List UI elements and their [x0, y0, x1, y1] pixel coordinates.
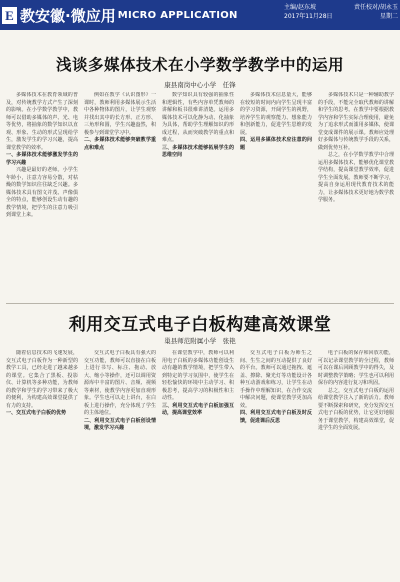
article2-column-4	[240, 350, 312, 578]
article1-paragraph: 总之，在小学数学教学中合理运用多媒体技术，能够优化课堂教学结构，提高课堂教学效率，促进学生全面发展。教师要不断学习，提高自身运用现代教育技术的能力，让多媒体技术更好地为数学教学服务。	[318, 152, 394, 203]
issue-weekday: 星期二	[379, 13, 398, 20]
article2-column-5	[318, 350, 394, 578]
article1-column-2	[84, 92, 156, 300]
article2-paragraph: 电子白板的保存和回放功能，可以记录课堂教学的全过程，教师可以在课后回顾教学中的得失，及时调整教学策略；学生也可以利用保存的内容进行复习和巩固。	[318, 350, 394, 386]
article2-column-1	[6, 350, 78, 578]
proofreader-label: 责任校对/胡永玉	[353, 4, 398, 11]
issue-date: 2017年11月28日	[284, 13, 333, 20]
article2-paragraph: 交互式电子白板为师生之间、生生之间的互动提供了良好的平台。教师可以通过拖拽、遮盖、擦除、聚光灯等功能设计各种互动游戏和练习，让学生在动手操作中理解知识，在合作交流中解决问题，使课堂教学更加高效。	[240, 350, 312, 409]
article2-subheading: 三、利用交互式电子白板加强互动，提高课堂效率	[162, 402, 234, 416]
header-meta	[284, 3, 398, 21]
article2-paragraph: 在课堂教学中，教师可以利用电子白板的多媒体功能创设生动有趣的教学情境，把学生带入到特定的学习氛围中，使学生在轻松愉快的环境中主动学习、积极思考，提高学习的积极性和主动性。	[162, 350, 234, 401]
article1-paragraph: 数学知识具有较强的抽象性和逻辑性，有些内容单凭教师的讲解和板书很难讲清楚。运用多媒体技术可以化静为动、化抽象为具体，帮助学生理解知识的形成过程，从而突破教学的重点和难点。	[162, 92, 234, 143]
article1-column-1	[6, 92, 78, 300]
article1-column-5	[318, 92, 394, 300]
article1-paragraph: 多媒体技术信息量大，能够在较短的时间内向学生呈现丰富的学习资源，开阔学生的视野，培养学生的观察能力、想象能力和创新能力，促进学生思维的发展。	[240, 92, 312, 136]
article1-paragraph: 例如在教学《认识图形》一课时，教师利用多媒体展示生活中各种物体的图片，让学生观察并找出其中的长方形、正方形、三角形和圆，学生兴趣盎然，积极参与到课堂学习中。	[84, 92, 156, 136]
article1-paragraph: 多媒体技术只是一种辅助教学的手段，不能完全取代教师的讲解和学生的思考。在教学中要根据教学内容和学生实际合理使用，避免为了追求形式而滥用多媒体，使课堂变成课件的展示课。教师应处理好多媒体与传统教学手段的关系，做到优势互补。	[318, 92, 394, 151]
article1-paragraph: 兴趣是最好的老师。小学生年龄小，注意力容易分散，对枯燥的数学知识往往缺乏兴趣。多媒体技术具有图文并茂、声像俱全的特点，能够创设生动有趣的教学情境，把学生的注意力吸引到课堂上来。	[6, 167, 78, 218]
article2-paragraph: 总之，交互式电子白板的运用给课堂教学注入了新的活力。教师要不断探索和研究，充分发挥交互式电子白板的优势，让它更好地服务于课堂教学，构建高效课堂，促进学生的全面发展。	[318, 387, 394, 431]
article2-subheading: 四、利用交互式电子白板及时反馈，促进课后反思	[240, 410, 312, 424]
article1-title: 浅谈多媒体技术在小学数学教学中的运用	[55, 56, 344, 74]
editor-label: 主编/赵东坡	[284, 4, 317, 11]
article2-subheading: 二、利用交互式电子白板创设情境，激发学习兴趣	[84, 417, 156, 431]
article2-column-3	[162, 350, 234, 578]
article1-subheading: 四、运用多媒体技术应注意的问题	[240, 137, 312, 151]
article1-column-3	[162, 92, 234, 300]
header-badge	[2, 3, 238, 27]
article1-paragraph: 多媒体技术在教育领域的普及，对传统教学方式产生了深刻的影响。在小学数学教学中，教师可以借助多媒体的声、光、电等优势，将抽象的数学知识以直观、形象、生动的形式呈现给学生，激发学生的学习兴趣，提高课堂教学的效率。	[6, 92, 78, 151]
article2-paragraph: 交互式电子白板具有强大的交互功能，教师可以直接在白板上进行书写、标注、拖动、放大、缩小等操作，还可以调用资源库中丰富的图片、音频、视频等素材，使教学内容更加直观形象。学生也可以走上讲台，在白板上进行操作，充分体现了学生的主体地位。	[84, 350, 156, 416]
article2-paragraph: 随着信息技术的飞速发展，交互式电子白板作为一种新型的教学工具，已经走进了越来越多的课堂。它集合了黑板、投影仪、计算机等多种功能，为教师的教学和学生的学习带来了极大的便利，为构建高效课堂提供了有力的支持。	[6, 350, 78, 409]
section-name: 教安徽·微应用	[20, 6, 116, 25]
article1-column-4	[240, 92, 312, 300]
article2-subheading: 一、交互式电子白板的优势	[6, 410, 67, 416]
article2-title: 利用交互式电子白板构建高效课堂	[68, 315, 332, 335]
page-header	[0, 0, 400, 30]
article1-subheading: 三、多媒体技术能够拓展学生的思维空间	[162, 144, 234, 158]
article1-byline: 康县南岗中心小学 任锋	[164, 81, 236, 89]
article2-column-2	[84, 350, 156, 578]
article1-subheading: 一、多媒体技术能够激发学生的学习兴趣	[6, 152, 78, 166]
article1-subheading: 二、多媒体技术能够突破教学重点和难点	[84, 137, 156, 151]
article2-byline: 巢县师范附属小学 张艳	[164, 337, 236, 345]
article-divider	[6, 303, 394, 304]
section-subtitle: MICRO APPLICATION	[117, 9, 238, 21]
section-letter-logo: E	[2, 7, 17, 24]
